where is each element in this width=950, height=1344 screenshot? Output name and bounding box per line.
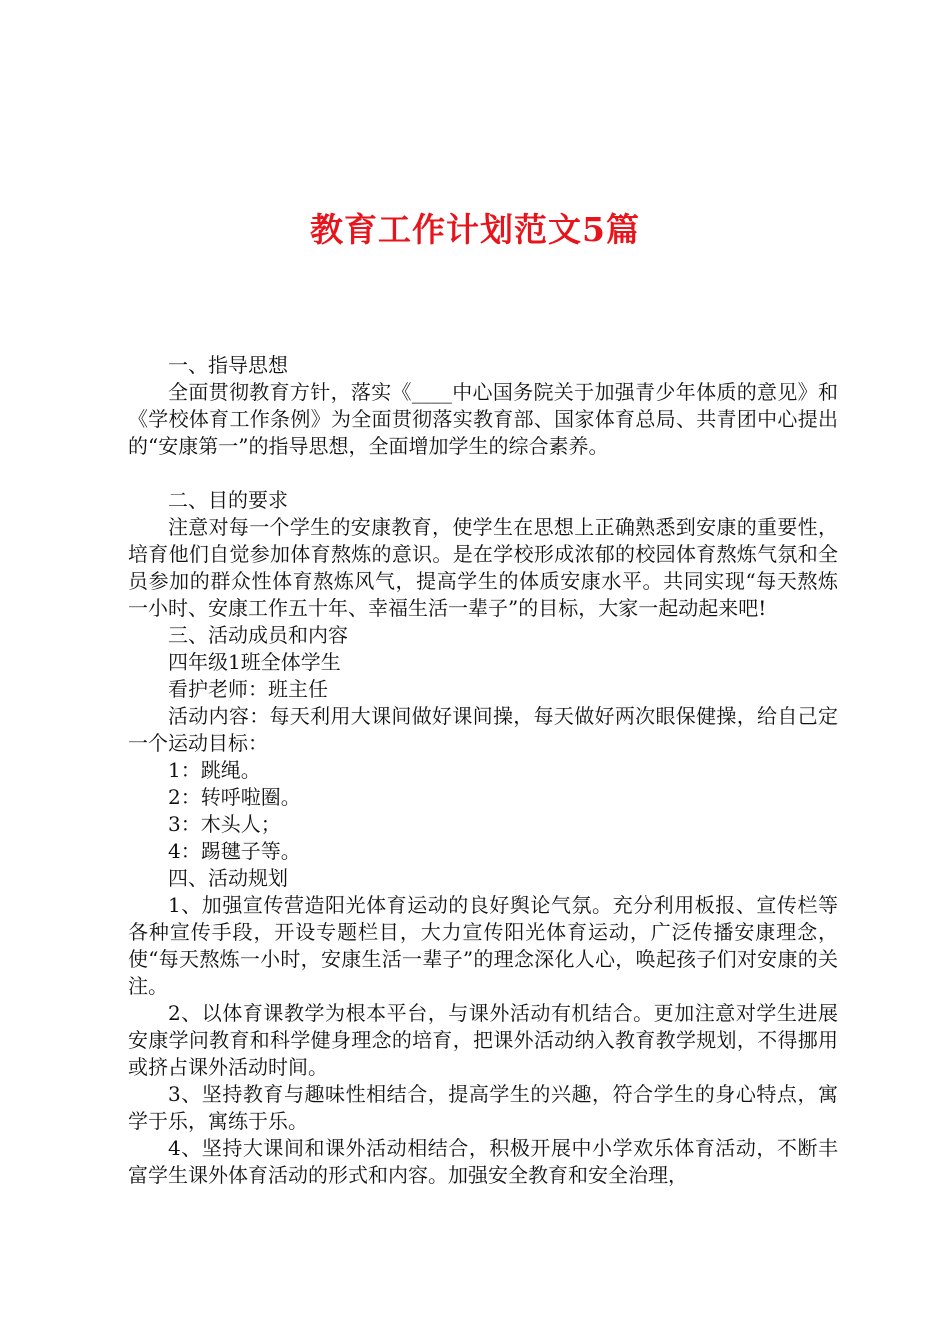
paragraph-plan-2: 2、以体育课教学为根本平台，与课外活动有机结合。更加注意对学生进展安康学问教育和科学健身理念的培育，把课外活动纳入教育教学规划，不得挪用或挤占课外活动时间。 bbox=[128, 1001, 838, 1079]
heading-goals: 二、目的要求 bbox=[168, 488, 288, 512]
paragraph-plan-4: 4、坚持大课间和课外活动相结合，积极开展中小学欢乐体育活动，不断丰富学生课外体育活动的形式和内容。加强安全教育和安全治理， bbox=[128, 1136, 838, 1187]
heading-guiding-ideology: 一、指导思想 bbox=[168, 353, 288, 377]
heading-members-content: 三、活动成员和内容 bbox=[168, 623, 348, 647]
paragraph-guiding-ideology: 全面贯彻教育方针，落实《____中心国务院关于加强青少年体质的意见》和《学校体育工作条例》为全面贯彻落实教育部、国家体育总局、共青团中心提出的“安康第一”的指导思想，全面增加学生的综合素养。 bbox=[128, 380, 838, 458]
list-item: 3：木头人； bbox=[168, 812, 281, 836]
document-title: 教育工作计划范文5篇 bbox=[310, 210, 640, 249]
heading-activity-plan: 四、活动规划 bbox=[168, 866, 288, 890]
list-item: 2：转呼啦圈。 bbox=[168, 785, 301, 809]
paragraph-goals: 注意对每一个学生的安康教育，使学生在思想上正确熟悉到安康的重要性，培育他们自觉参加体育熬炼的意识。是在学校形成浓郁的校园体育熬炼气氛和全员参加的群众性体育熬炼风气，提高学生的体质安康水平。共同实现“每天熬炼一小时、安康工作五十年、幸福生活一辈子”的目标，大家一起动起来吧! bbox=[128, 515, 838, 620]
paragraph-plan-1: 1、加强宣传营造阳光体育运动的良好舆论气氛。充分利用板报、宣传栏等各种宣传手段，开设专题栏目，大力宣传阳光体育运动，广泛传播安康理念，使“每天熬炼一小时，安康生活一辈子”的理念深化人心，唤起孩子们对安康的关注。 bbox=[128, 893, 838, 998]
paragraph-members: 四年级1班全体学生 bbox=[168, 650, 341, 674]
document-body bbox=[128, 352, 838, 1189]
paragraph-plan-3: 3、坚持教育与趣味性相结合，提高学生的兴趣，符合学生的身心特点，寓学于乐，寓练于乐。 bbox=[128, 1082, 838, 1133]
list-item: 1：跳绳。 bbox=[168, 758, 261, 782]
paragraph-teacher: 看护老师：班主任 bbox=[168, 677, 328, 701]
list-item: 4：踢毽子等。 bbox=[168, 839, 301, 863]
paragraph-activity-content: 活动内容：每天利用大课间做好课间操，每天做好两次眼保健操，给自己定一个运动目标： bbox=[128, 704, 838, 755]
